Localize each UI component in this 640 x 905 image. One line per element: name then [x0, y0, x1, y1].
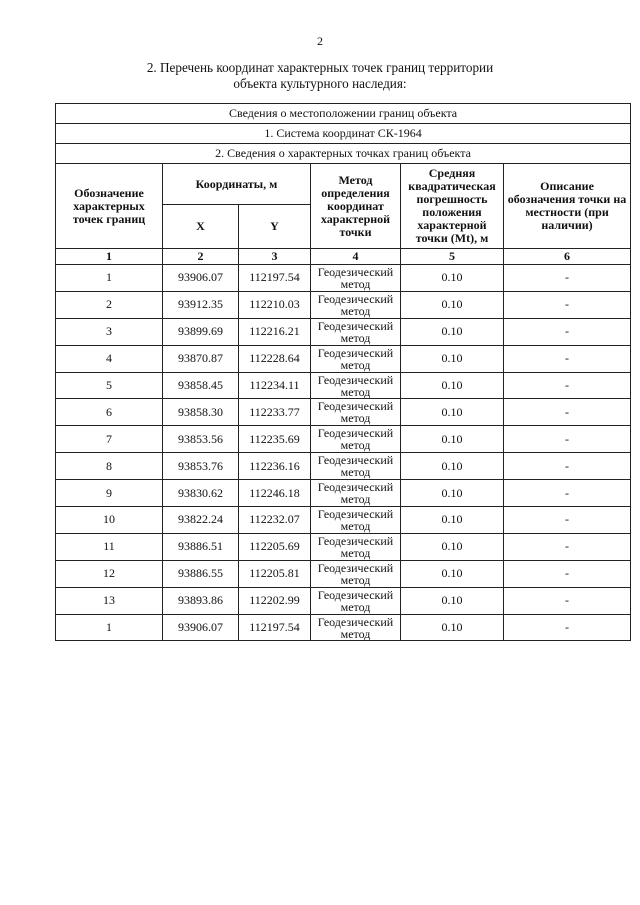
method-line-2: метод — [340, 411, 371, 426]
method-cell — [311, 426, 401, 453]
method-line-2: метод — [340, 438, 371, 453]
header-y: Y — [239, 205, 311, 249]
error-cell: 0.10 — [401, 426, 504, 453]
method-line-1: Геодезический — [317, 264, 394, 279]
method-cell — [311, 480, 401, 507]
table-row — [56, 560, 631, 587]
column-numbers-row — [56, 249, 631, 265]
y-coordinate-cell: 112197.54 — [239, 265, 311, 292]
method-cell — [311, 265, 401, 292]
error-cell: 0.10 — [401, 587, 504, 614]
column-number: 3 — [239, 249, 311, 265]
description-cell: - — [504, 614, 631, 641]
section-title: Сведения о местоположении границ объекта — [56, 104, 631, 124]
point-cell: 12 — [56, 560, 163, 587]
method-line-2: метод — [340, 599, 371, 614]
method-cell — [311, 587, 401, 614]
method-cell — [311, 345, 401, 372]
point-cell: 3 — [56, 318, 163, 345]
y-coordinate-cell: 112233.77 — [239, 399, 311, 426]
method-cell — [311, 453, 401, 480]
method-line-2: метод — [340, 626, 371, 641]
point-cell: 1 — [56, 614, 163, 641]
table-row — [56, 426, 631, 453]
error-cell: 0.10 — [401, 265, 504, 292]
point-cell: 6 — [56, 399, 163, 426]
error-cell: 0.10 — [401, 318, 504, 345]
x-coordinate-cell: 93912.35 — [163, 291, 239, 318]
table-row — [56, 345, 631, 372]
method-line-2: метод — [340, 518, 371, 533]
header-method: Метод определения координат характерной точки — [311, 164, 401, 249]
method-cell — [311, 318, 401, 345]
method-line-1: Геодезический — [317, 345, 394, 360]
x-coordinate-cell: 93870.87 — [163, 345, 239, 372]
table-row — [56, 533, 631, 560]
column-number: 4 — [311, 249, 401, 265]
description-cell: - — [504, 265, 631, 292]
description-cell: - — [504, 533, 631, 560]
column-number: 2 — [163, 249, 239, 265]
y-coordinate-cell: 112228.64 — [239, 345, 311, 372]
x-coordinate-cell: 93822.24 — [163, 507, 239, 534]
coordinates-table — [55, 103, 631, 641]
page-number: 2 — [317, 34, 323, 48]
x-coordinate-cell: 93830.62 — [163, 480, 239, 507]
method-line-2: метод — [340, 276, 371, 291]
method-line-2: метод — [340, 545, 371, 560]
error-cell: 0.10 — [401, 345, 504, 372]
points-section-row — [56, 144, 631, 164]
method-line-1: Геодезический — [317, 587, 394, 602]
y-coordinate-cell: 112234.11 — [239, 372, 311, 399]
heading-line-2: объекта культурного наследия: — [233, 76, 407, 91]
point-cell: 4 — [56, 345, 163, 372]
header-point: Обозначение характерных точек границ — [56, 164, 163, 249]
table-row — [56, 507, 631, 534]
description-cell: - — [504, 560, 631, 587]
points-section-title: 2. Сведения о характерных точках границ объекта — [56, 144, 631, 164]
y-coordinate-cell: 112197.54 — [239, 614, 311, 641]
table-row — [56, 453, 631, 480]
table-row — [56, 318, 631, 345]
point-cell: 2 — [56, 291, 163, 318]
point-cell: 10 — [56, 507, 163, 534]
point-cell: 9 — [56, 480, 163, 507]
table-row — [56, 291, 631, 318]
method-line-1: Геодезический — [317, 453, 394, 468]
x-coordinate-cell: 93853.76 — [163, 453, 239, 480]
x-coordinate-cell: 93906.07 — [163, 265, 239, 292]
method-line-2: метод — [340, 572, 371, 587]
y-coordinate-cell: 112236.16 — [239, 453, 311, 480]
table-row — [56, 265, 631, 292]
method-cell — [311, 533, 401, 560]
column-number: 1 — [56, 249, 163, 265]
y-coordinate-cell: 112202.99 — [239, 587, 311, 614]
header-error: Средняя квадратическая погрешность положения характерной точки (Mt), м — [401, 164, 504, 249]
method-line-2: метод — [340, 357, 371, 372]
method-line-1: Геодезический — [317, 291, 394, 306]
x-coordinate-cell: 93858.45 — [163, 372, 239, 399]
y-coordinate-cell: 112232.07 — [239, 507, 311, 534]
x-coordinate-cell: 93899.69 — [163, 318, 239, 345]
method-line-2: метод — [340, 465, 371, 480]
description-cell: - — [504, 507, 631, 534]
table-row — [56, 614, 631, 641]
coordinate-system: 1. Система координат СК-1964 — [56, 124, 631, 144]
method-line-1: Геодезический — [317, 533, 394, 548]
coordinate-system-row — [56, 124, 631, 144]
y-coordinate-cell: 112205.69 — [239, 533, 311, 560]
table-row — [56, 480, 631, 507]
method-line-1: Геодезический — [317, 506, 394, 521]
error-cell: 0.10 — [401, 480, 504, 507]
description-cell: - — [504, 480, 631, 507]
method-line-1: Геодезический — [317, 399, 394, 414]
header-row-1 — [56, 164, 631, 205]
point-cell: 11 — [56, 533, 163, 560]
point-cell: 5 — [56, 372, 163, 399]
description-cell: - — [504, 399, 631, 426]
table-row — [56, 587, 631, 614]
point-cell: 1 — [56, 265, 163, 292]
x-coordinate-cell: 93886.55 — [163, 560, 239, 587]
method-line-1: Геодезический — [317, 372, 394, 387]
method-line-2: метод — [340, 330, 371, 345]
method-line-2: метод — [340, 303, 371, 318]
x-coordinate-cell: 93886.51 — [163, 533, 239, 560]
x-coordinate-cell: 93893.86 — [163, 587, 239, 614]
error-cell: 0.10 — [401, 372, 504, 399]
description-cell: - — [504, 291, 631, 318]
description-cell: - — [504, 453, 631, 480]
header-coordinates: Координаты, м — [163, 164, 311, 205]
y-coordinate-cell: 112246.18 — [239, 480, 311, 507]
y-coordinate-cell: 112235.69 — [239, 426, 311, 453]
method-line-1: Геодезический — [317, 480, 394, 495]
section-title-row — [56, 104, 631, 124]
description-cell: - — [504, 426, 631, 453]
error-cell: 0.10 — [401, 560, 504, 587]
y-coordinate-cell: 112210.03 — [239, 291, 311, 318]
header-description: Описание обозначения точки на местности (при наличии) — [504, 164, 631, 249]
method-cell — [311, 507, 401, 534]
table-row — [56, 372, 631, 399]
description-cell: - — [504, 372, 631, 399]
error-cell: 0.10 — [401, 399, 504, 426]
error-cell: 0.10 — [401, 291, 504, 318]
description-cell: - — [504, 318, 631, 345]
method-line-2: метод — [340, 384, 371, 399]
document-heading — [0, 60, 640, 92]
error-cell: 0.10 — [401, 507, 504, 534]
heading-line-1: 2. Перечень координат характерных точек границ территории — [146, 60, 494, 75]
method-cell — [311, 399, 401, 426]
y-coordinate-cell: 112205.81 — [239, 560, 311, 587]
point-cell: 8 — [56, 453, 163, 480]
method-cell — [311, 614, 401, 641]
header-x: X — [163, 205, 239, 249]
x-coordinate-cell: 93858.30 — [163, 399, 239, 426]
error-cell: 0.10 — [401, 533, 504, 560]
error-cell: 0.10 — [401, 614, 504, 641]
method-cell — [311, 372, 401, 399]
method-line-1: Геодезический — [317, 426, 394, 441]
column-number: 6 — [504, 249, 631, 265]
method-cell — [311, 560, 401, 587]
point-cell: 7 — [56, 426, 163, 453]
description-cell: - — [504, 587, 631, 614]
error-cell: 0.10 — [401, 453, 504, 480]
y-coordinate-cell: 112216.21 — [239, 318, 311, 345]
x-coordinate-cell: 93853.56 — [163, 426, 239, 453]
column-number: 5 — [401, 249, 504, 265]
method-cell — [311, 291, 401, 318]
method-line-1: Геодезический — [317, 318, 394, 333]
method-line-2: метод — [340, 492, 371, 507]
method-line-1: Геодезический — [317, 614, 394, 629]
point-cell: 13 — [56, 587, 163, 614]
table-row — [56, 399, 631, 426]
description-cell: - — [504, 345, 631, 372]
method-line-1: Геодезический — [317, 560, 394, 575]
x-coordinate-cell: 93906.07 — [163, 614, 239, 641]
